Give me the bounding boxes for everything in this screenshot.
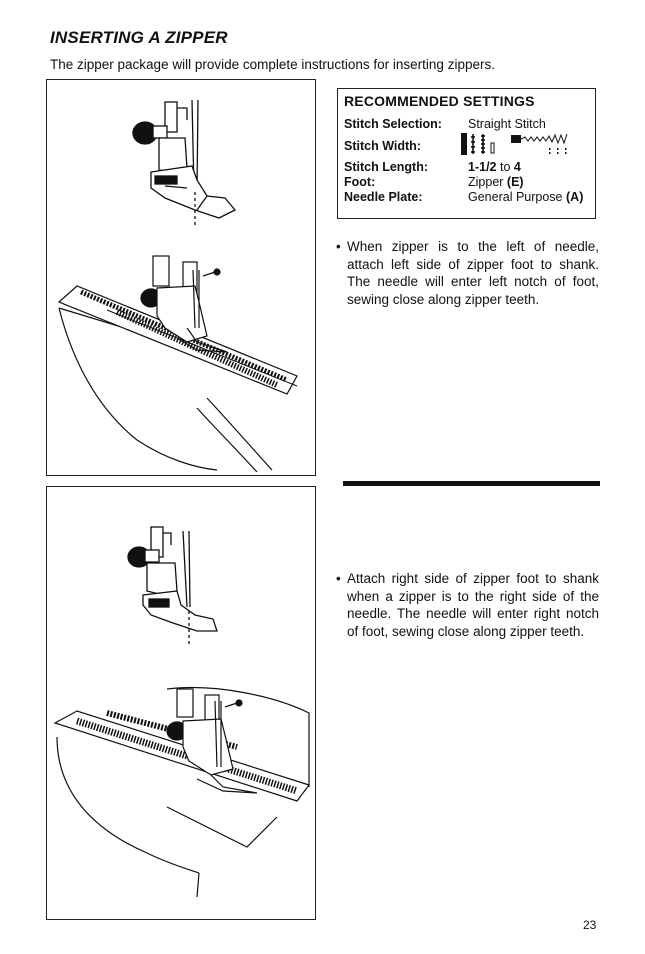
recommended-settings-box	[337, 88, 596, 219]
zipper-left-illustration	[47, 80, 315, 475]
stitch-selection-value: Straight Stitch	[468, 117, 546, 131]
zipper-right-illustration	[47, 487, 315, 919]
foot-value: Zipper (E)	[468, 175, 524, 189]
instruction-right-zipper	[337, 570, 599, 640]
stitch-selection-label: Stitch Selection:	[344, 117, 442, 131]
stitch-width-row	[344, 132, 589, 160]
instruction-left-zipper	[337, 238, 599, 308]
instruction-text: When zipper is to the left of needle, attach left side of zipper foot to shank. The needle will enter left notch of foot, sewing close along zipper teeth.	[347, 239, 599, 307]
foot-row	[344, 175, 589, 190]
bullet-icon: •	[336, 239, 341, 254]
bullet-icon: •	[336, 571, 341, 586]
instruction-text: Attach right side of zipper foot to shank when a zipper is to the right side of the needle. The needle will enter right notch of foot, sewing close along zipper teeth.	[347, 571, 599, 639]
settings-title: RECOMMENDED SETTINGS	[344, 93, 535, 109]
foot-label: Foot:	[344, 175, 376, 189]
stitch-width-icons	[459, 131, 589, 161]
section-divider	[343, 481, 600, 486]
stitch-width-label: Stitch Width:	[344, 138, 421, 153]
needle-plate-row	[344, 190, 589, 205]
stitch-length-value: 1-1/2 to 4	[468, 160, 521, 174]
figure-zipper-right	[46, 486, 316, 920]
stitch-selection-row	[344, 117, 589, 132]
needle-plate-value: General Purpose (A)	[468, 190, 584, 204]
stitch-length-row	[344, 160, 589, 175]
needle-plate-label: Needle Plate:	[344, 190, 423, 204]
intro-text: The zipper package will provide complete instructions for inserting zippers.	[50, 57, 495, 72]
figure-zipper-left	[46, 79, 316, 476]
page-number: 23	[583, 918, 597, 932]
stitch-length-label: Stitch Length:	[344, 160, 429, 174]
stitch-width-dial-icon	[459, 131, 589, 157]
page-title: INSERTING A ZIPPER	[50, 28, 228, 47]
